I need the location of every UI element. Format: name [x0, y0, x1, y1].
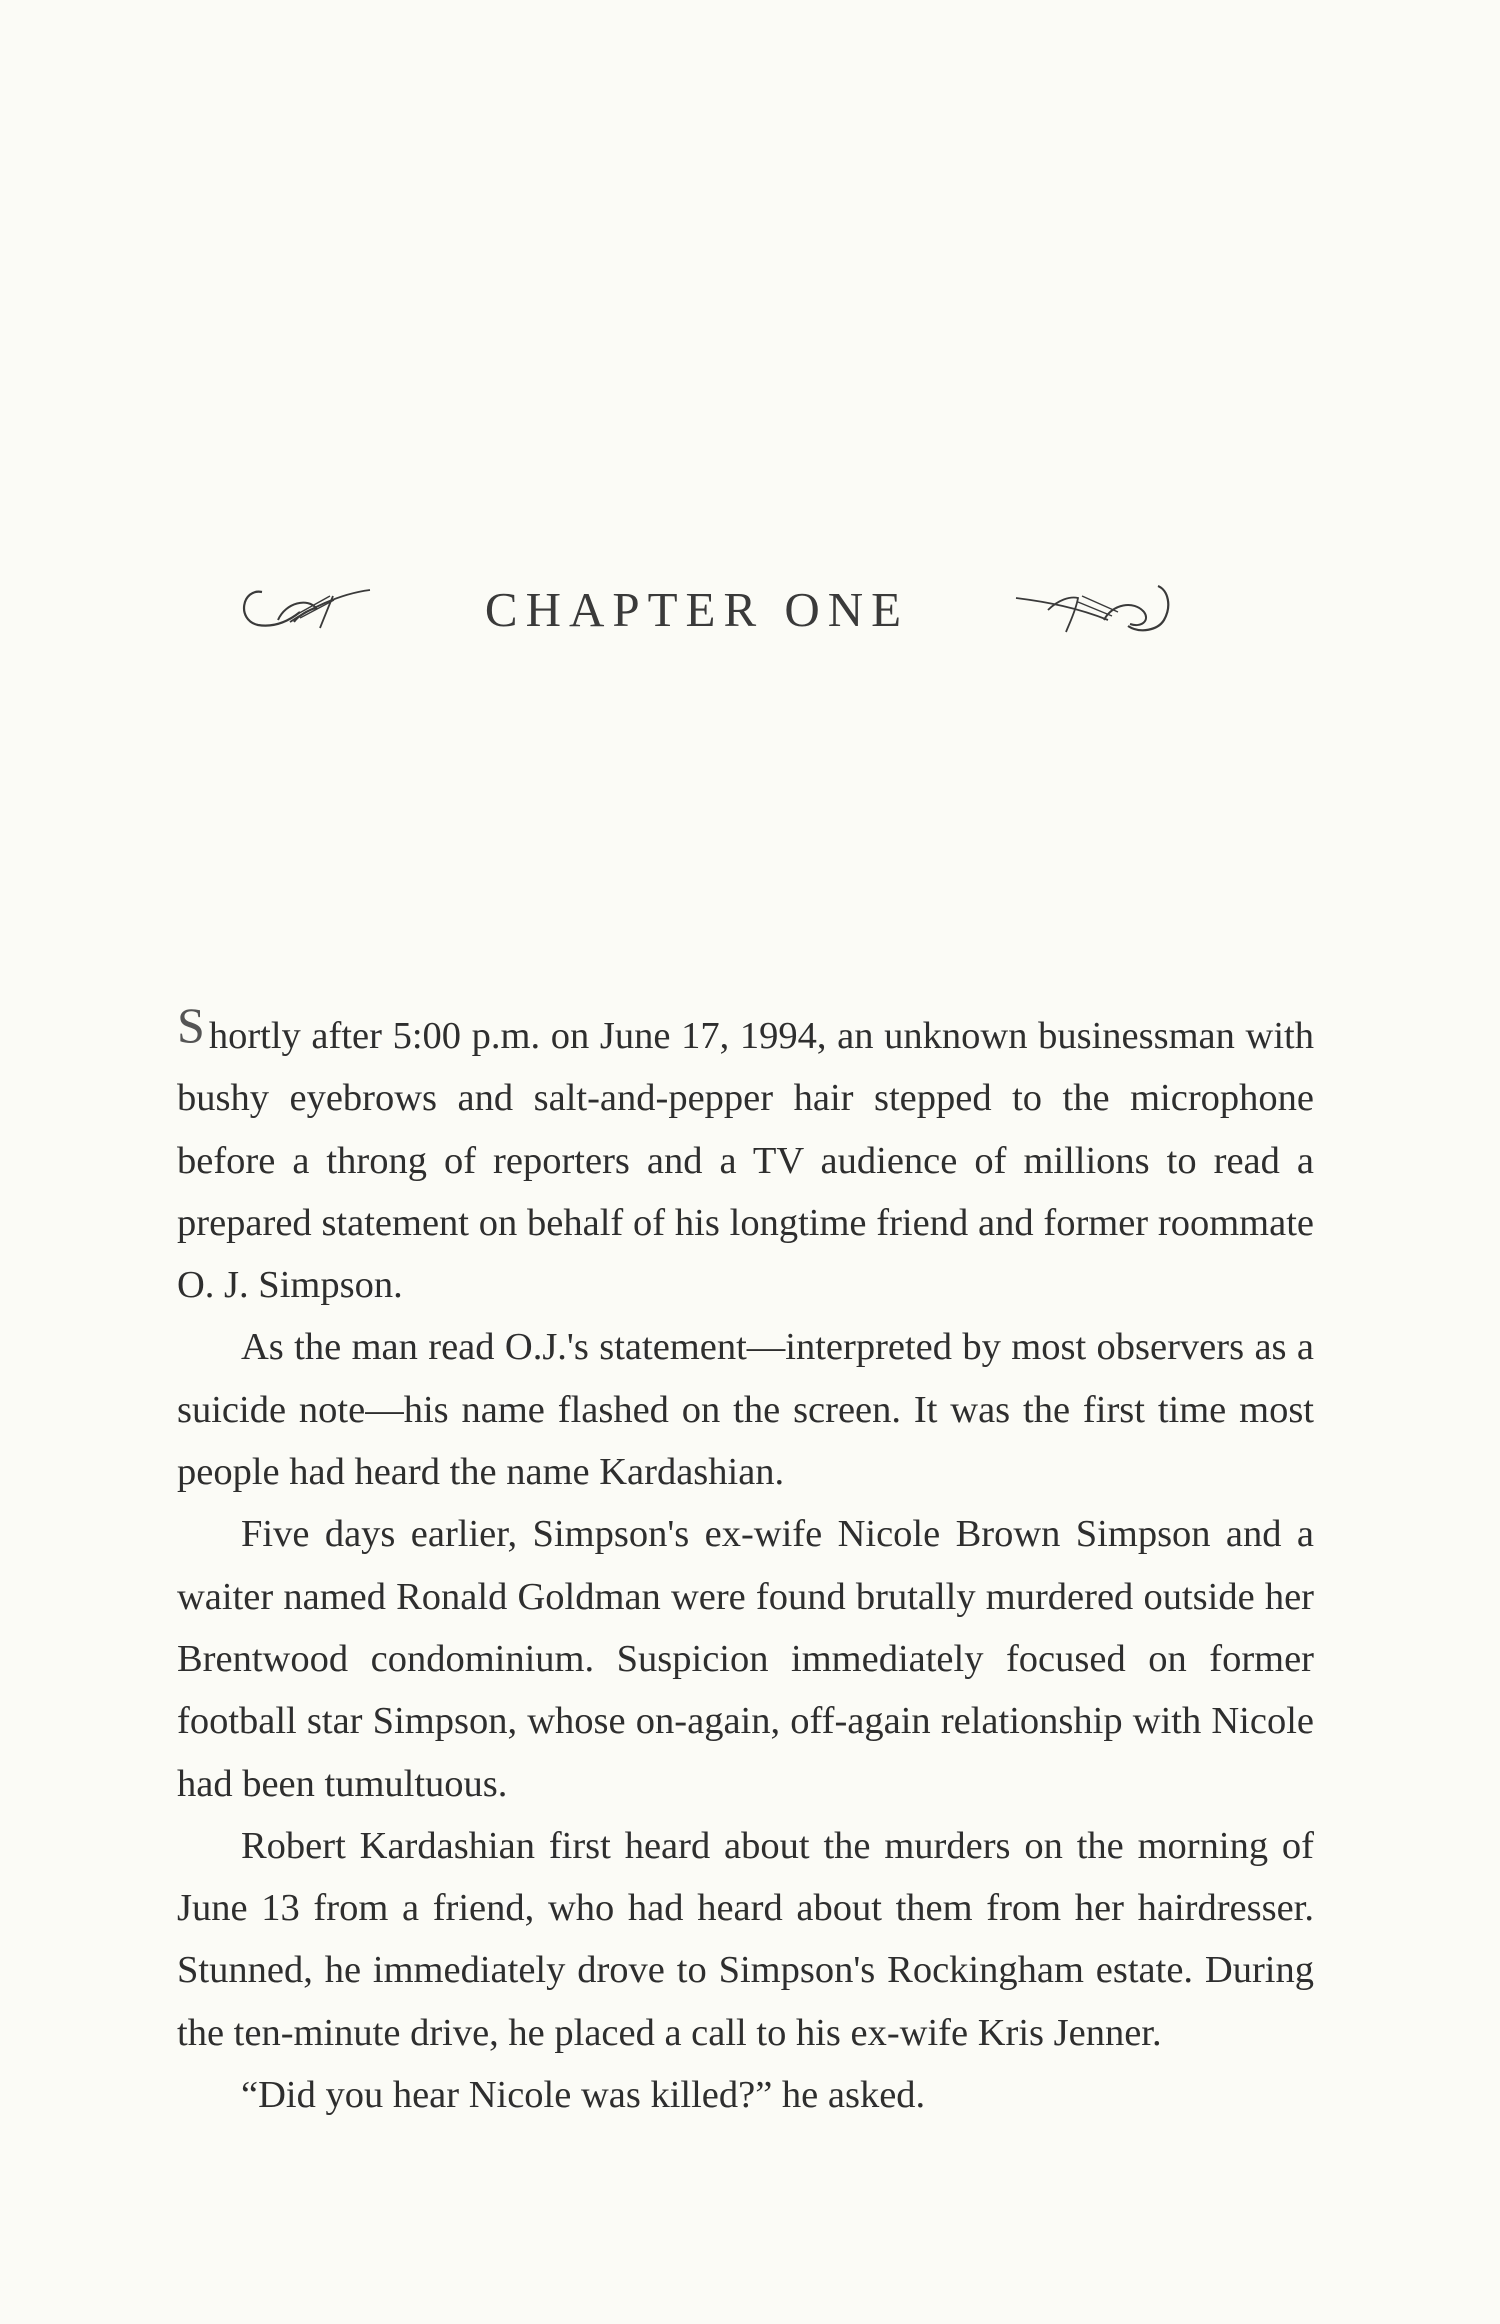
- body-text: [177, 997, 1314, 2126]
- paragraph-1: [177, 997, 1314, 1316]
- chapter-heading: [0, 550, 1500, 660]
- left-flourish-icon: [228, 550, 378, 660]
- paragraph-4: Robert Kardashian first heard about the murders on the morning of June 13 from a friend, who had heard about them from her hairdresser. Stunned, he immediately drove to Simpson's Rockingham estate. During the ten-minute drive, he placed a call to his ex-wife Kris Jenner.: [177, 1824, 1314, 2054]
- right-flourish-icon: [1008, 550, 1198, 660]
- chapter-title: CHAPTER ONE: [484, 582, 910, 637]
- paragraph-2: As the man read O.J.'s statement—interpreted by most observers as a suicide note—his name flashed on the screen. It was the first time most people had heard the name Kardashian.: [177, 1326, 1314, 1494]
- drop-cap: S: [177, 997, 205, 1053]
- paragraph-5: “Did you hear Nicole was killed?” he asked.: [241, 2074, 926, 2117]
- paragraph-1-text: hortly after 5:00 p.m. on June 17, 1994, an unknown businessman with bushy eyebrows and salt-and-pepper hair stepped to the microphone before a throng of reporters and a TV audience of millions to read a prepared statement on behalf of his longtime friend and former roommate O. J. Simpson.: [177, 1015, 1314, 1307]
- paragraph-3: Five days earlier, Simpson's ex-wife Nicole Brown Simpson and a waiter named Ronald Goldman were found brutally murdered outside her Brentwood condominium. Suspicion immediately focused on former football star Simpson, whose on-again, off-again relationship with Nicole had been tumultuous.: [177, 1513, 1314, 1805]
